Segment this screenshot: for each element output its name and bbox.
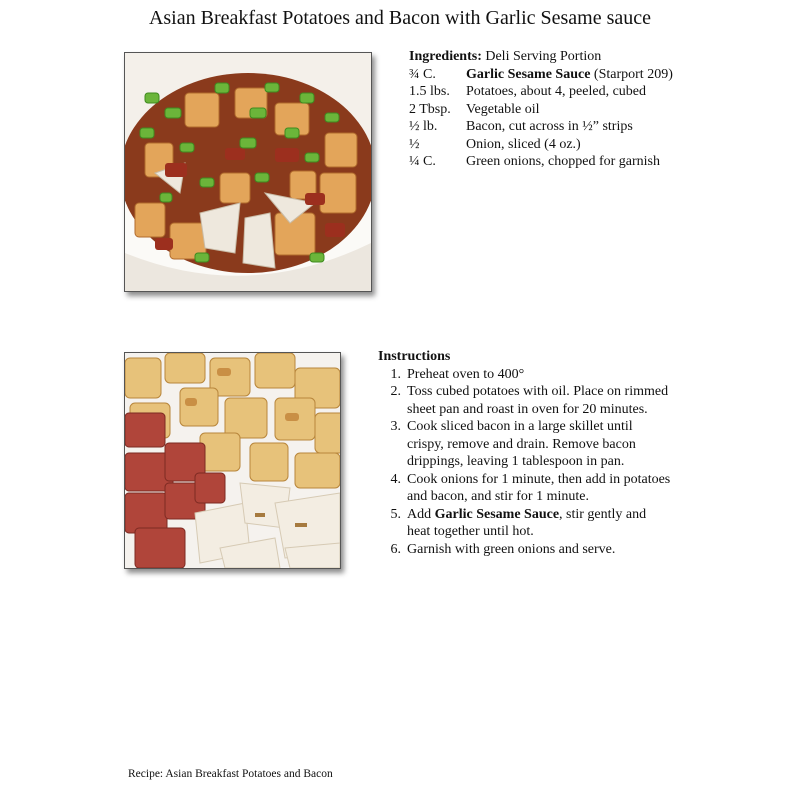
- ingredient-row: [409, 83, 789, 101]
- step-number: 3.: [390, 419, 401, 434]
- ingredient-description: Bacon, cut across in ½” strips: [466, 119, 633, 134]
- ingredient-row: [409, 118, 789, 136]
- ingredient-quantity: ½: [409, 136, 420, 152]
- ingredient-row: [409, 153, 789, 171]
- step-text: Cook onions for 1 minute, then add in potatoes and bacon, and stir for 1 minute.: [407, 471, 671, 504]
- dish-photo: [124, 52, 372, 292]
- ingredients-section: [409, 48, 789, 171]
- ingredient-quantity: ½ lb.: [409, 119, 438, 134]
- step-number: 5.: [390, 506, 401, 522]
- step-number: 2.: [390, 384, 401, 399]
- step-text: Preheat oven to 400°: [407, 366, 525, 382]
- ingredient-description: Onion, sliced (4 oz.): [466, 136, 581, 152]
- ingredient-row: [409, 136, 789, 154]
- ingredient-quantity: 1.5 lbs.: [409, 84, 450, 99]
- step-text: Toss cubed potatoes with oil. Place on rimmed sheet pan and roast in oven for 20 minutes.: [407, 384, 669, 417]
- instruction-step: [378, 506, 678, 541]
- ingredients-heading: Ingredients: Deli Serving Portion: [409, 49, 602, 64]
- ingredient-description: Garlic Sesame Sauce (Starport 209): [466, 66, 673, 82]
- ingredient-description: Potatoes, about 4, peeled, cubed: [466, 84, 647, 99]
- instructions-section: [378, 348, 678, 558]
- instruction-step: [378, 418, 678, 471]
- ingredient-quantity: ¾ C.: [409, 66, 436, 82]
- ingredient-quantity: ¼ C.: [409, 154, 436, 169]
- instructions-heading: Instructions: [378, 349, 451, 364]
- step-number: 6.: [390, 541, 401, 557]
- step-text: Cook sliced bacon in a large skillet until crispy, remove and drain. Remove bacon drippings, leaving 1 tablespoon in pan.: [407, 419, 636, 469]
- ingredient-description: Green onions, chopped for garnish: [466, 154, 661, 169]
- prep-photo: [124, 352, 341, 569]
- instruction-step: [378, 383, 678, 418]
- instruction-step: [378, 541, 678, 559]
- page-title: Asian Breakfast Potatoes and Bacon with Garlic Sesame sauce: [148, 7, 652, 29]
- ingredient-description: Vegetable oil: [466, 101, 540, 117]
- ingredient-quantity: 2 Tbsp.: [409, 101, 451, 117]
- step-number: 4.: [390, 471, 401, 487]
- step-number: 1.: [390, 366, 401, 382]
- instruction-step: [378, 366, 678, 384]
- ingredient-row: [409, 101, 789, 119]
- footer-caption: Recipe: Asian Breakfast Potatoes and Bacon: [128, 768, 333, 780]
- ingredient-row: [409, 66, 789, 84]
- instruction-step: [378, 471, 678, 506]
- step-text: Add Garlic Sesame Sauce, stir gently and heat together until hot.: [407, 506, 647, 539]
- step-text: Garnish with green onions and serve.: [407, 541, 616, 557]
